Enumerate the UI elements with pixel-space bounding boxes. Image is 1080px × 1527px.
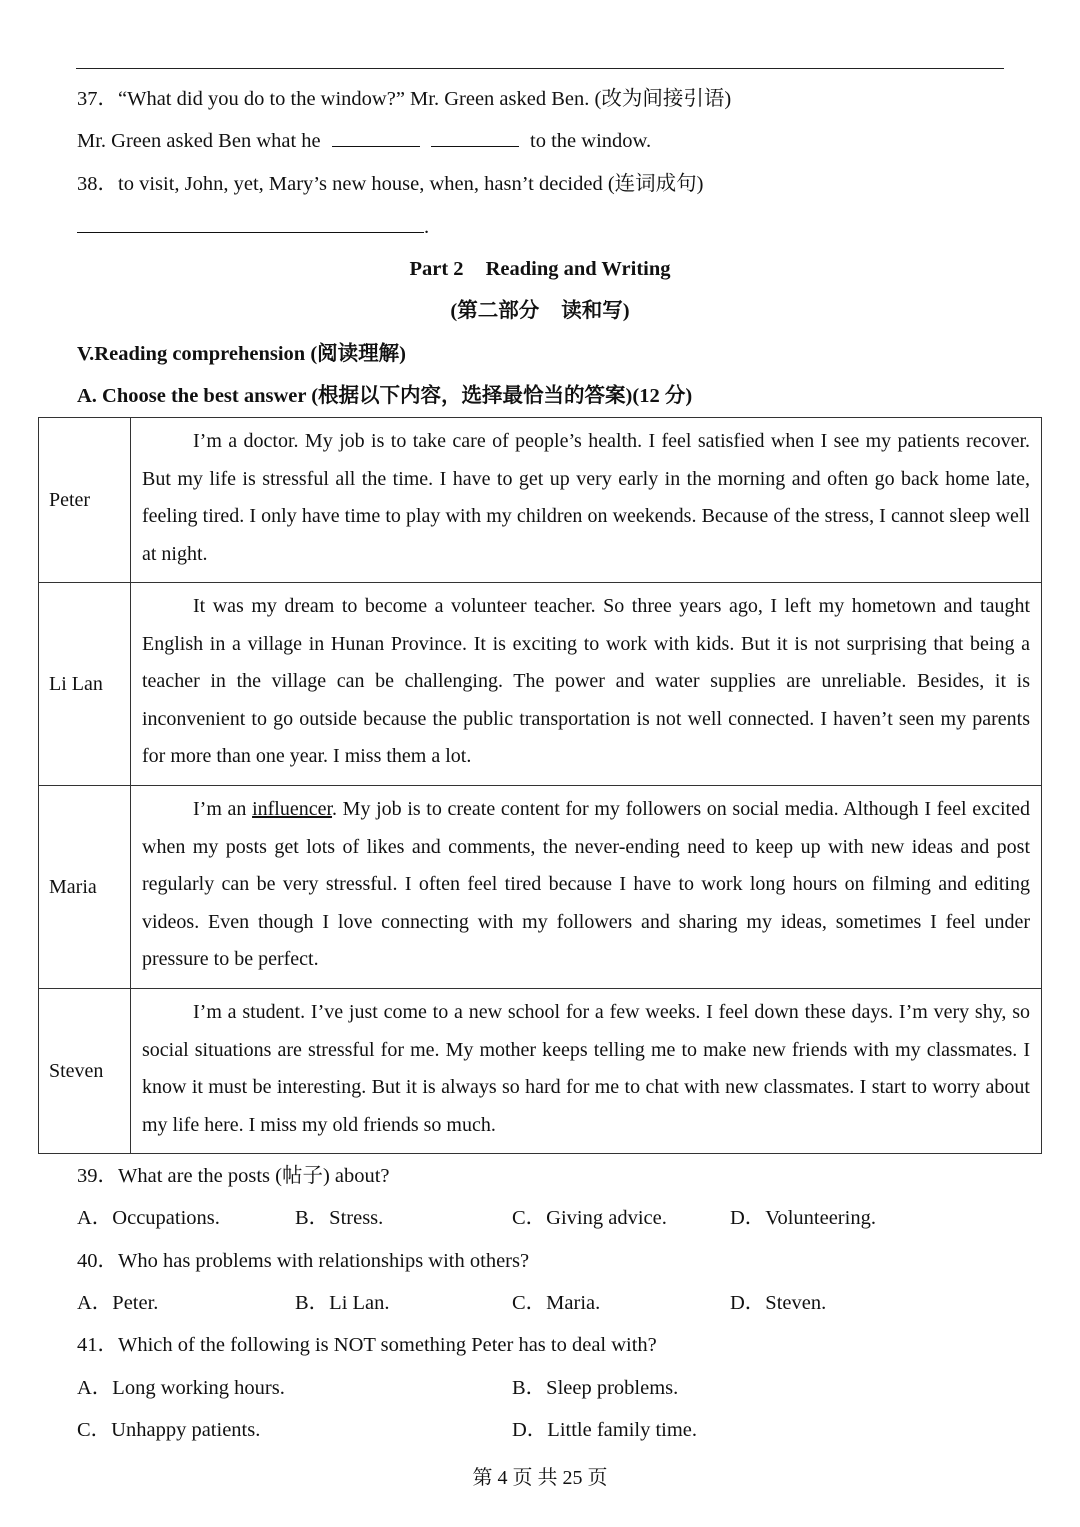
q40-option-a[interactable]: A．Peter.	[77, 1292, 159, 1314]
q41-option-a[interactable]: A．Long working hours.	[77, 1377, 285, 1399]
passages-table	[38, 417, 1042, 1154]
q40-option-d[interactable]: D．Steven.	[730, 1292, 827, 1314]
answer-blank[interactable]	[332, 128, 420, 147]
passage-text: It was my dream to become a volunteer teacher. So three years ago, I left my hometown and taught English in a village in Hunan Province. It is exciting to work with kids. But it is not surprising that being a teacher in the village can be challenging. The power and water supplies are unreliable. Besides, it is inconvenient to go outside because the public transportation is not well connected. I haven’t seen my parents for more than one year. I miss them a lot.	[131, 583, 1042, 786]
part2-subtitle-label: (第二部分	[450, 300, 540, 322]
q41-option-d[interactable]: D．Little family time.	[512, 1419, 698, 1441]
passage-name: Peter	[39, 418, 131, 583]
question-40: 40．Who has problems with relationships with others?	[77, 1250, 530, 1272]
question-41: 41．Which of the following is NOT something Peter has to deal with?	[77, 1334, 657, 1356]
q39-option-c[interactable]: C．Giving advice.	[512, 1207, 667, 1229]
passage-row-li-lan	[39, 583, 1042, 786]
q39-option-b[interactable]: B．Stress.	[295, 1207, 384, 1229]
question-37-answer-line	[77, 128, 651, 154]
q40-option-b[interactable]: B．Li Lan.	[295, 1292, 390, 1314]
passage-name: Steven	[39, 989, 131, 1154]
passage-row-peter	[39, 418, 1042, 583]
answer-blank[interactable]	[77, 214, 424, 233]
question-39: 39．What are the posts (帖子) about?	[77, 1165, 390, 1187]
maria-text-before: I’m an	[193, 798, 247, 821]
passage-text: I’m a student. I’ve just come to a new school for a few weeks. I feel down these days. I’m very shy, so social situations are stressful for me. My mother keeps telling me to make new friends with my classmates. I know it must be interesting. But it is always so hard for me to chat with new classmates. I start to worry about my life here. I miss my old friends so much.	[131, 989, 1042, 1154]
page-footer: 第 4 页 共 25 页	[472, 1467, 608, 1489]
q41-option-b[interactable]: B．Sleep problems.	[512, 1377, 679, 1399]
passage-row-maria	[39, 786, 1042, 989]
top-rule	[76, 68, 1004, 69]
q38-answer-end: .	[424, 216, 430, 238]
part2-title	[0, 256, 1080, 282]
passage-row-steven	[39, 989, 1042, 1154]
part2-subtitle	[0, 298, 1080, 324]
q41-option-c[interactable]: C．Unhappy patients.	[77, 1419, 261, 1441]
q39-option-a[interactable]: A．Occupations.	[77, 1207, 220, 1229]
part2-title-label: Part 2	[409, 258, 464, 280]
passage-name: Li Lan	[39, 583, 131, 786]
passage-text: I’m a doctor. My job is to take care of people’s health. I feel satisfied when I see my patients recover. But my life is stressful all the time. I have to get up very early in the morning and often go back home late, feeling tired. I only have time to play with my children on weekends. Because of the stress, I cannot sleep well at night.	[131, 418, 1042, 583]
section-a-heading: A. Choose the best answer (根据以下内容，选择最恰当的答案)(12 分)	[77, 385, 693, 407]
q37-answer-after: to the window.	[530, 130, 652, 152]
answer-blank[interactable]	[431, 128, 519, 147]
question-38-answer-line	[77, 214, 429, 240]
part2-title-rest: Reading and Writing	[485, 258, 671, 280]
passage-text	[131, 786, 1042, 989]
passage-name: Maria	[39, 786, 131, 989]
q37-answer-before: Mr. Green asked Ben what he	[77, 130, 321, 152]
question-38: 38．to visit, John, yet, Mary’s new house, when, hasn’t decided (连词成句)	[77, 173, 704, 195]
section-v-heading: V.Reading comprehension (阅读理解)	[77, 343, 406, 365]
q39-option-d[interactable]: D．Volunteering.	[730, 1207, 876, 1229]
question-37: 37．“What did you do to the window?” Mr. Green asked Ben. (改为间接引语)	[77, 88, 732, 110]
underlined-word: influencer	[252, 798, 333, 821]
q40-option-c[interactable]: C．Maria.	[512, 1292, 601, 1314]
part2-subtitle-rest: 读和写)	[561, 300, 630, 322]
maria-text-after: . My job is to create content for my followers on social media. Although I feel excited when my posts get lots of likes and comments, the never-ending need to keep up with new ideas and post regularly can be very stressful. I often feel tired because I have to work long hours on filming and editing videos. Even though I love connecting with my followers and sharing my ideas, sometimes I feel under pressure to be perfect.	[142, 798, 1030, 971]
